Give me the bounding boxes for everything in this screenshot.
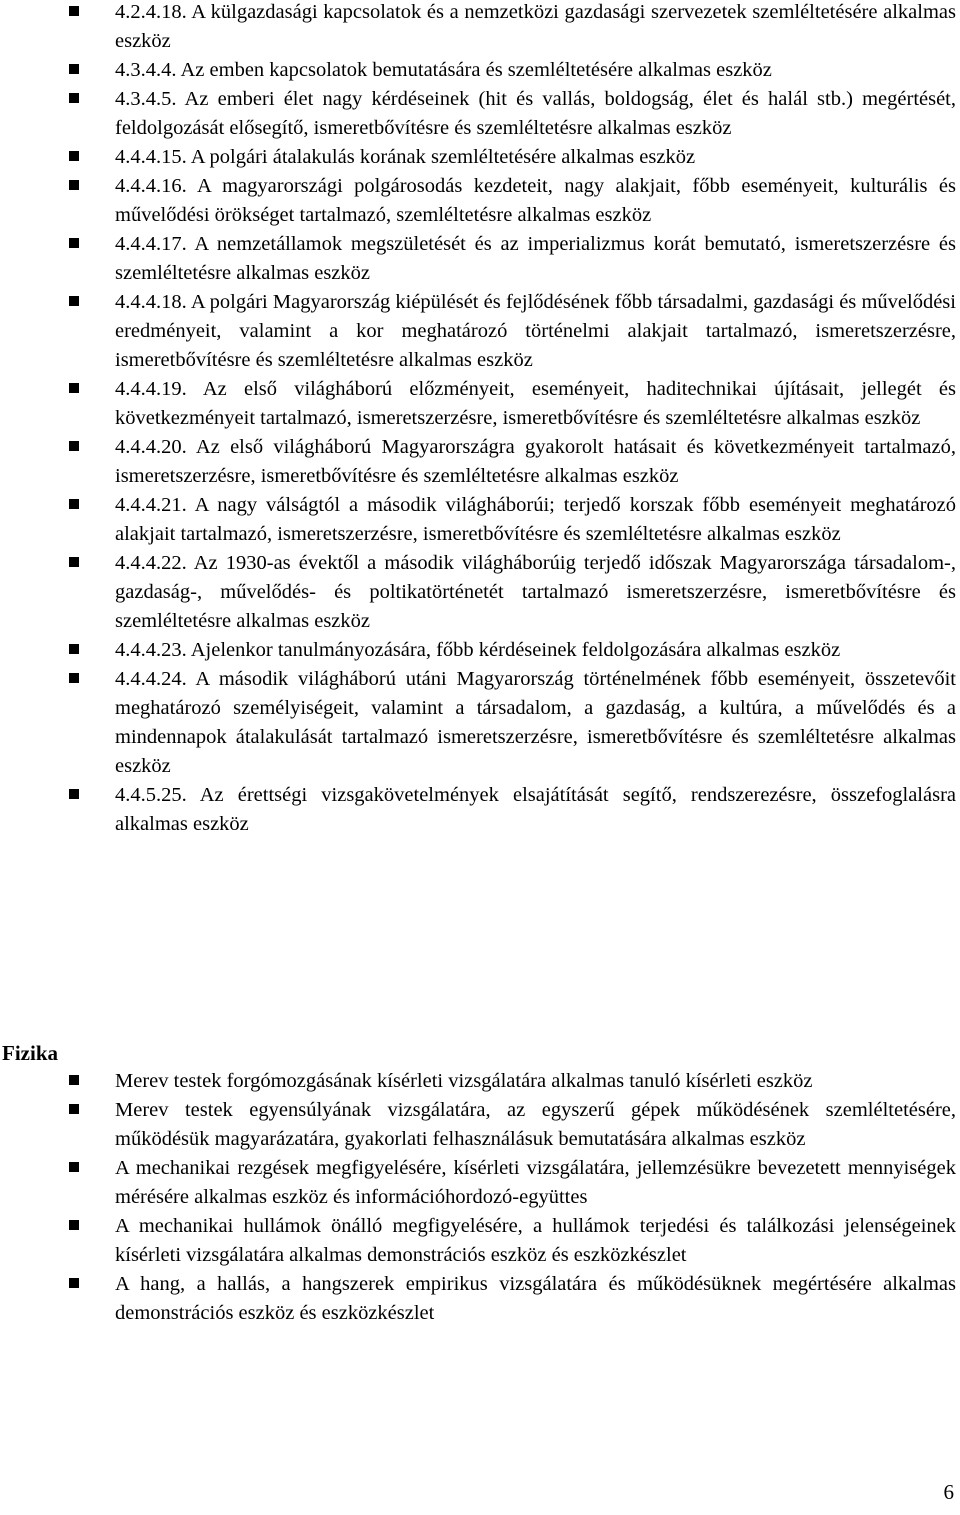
- list-item: [0, 549, 960, 636]
- square-bullet-icon: [69, 1162, 79, 1172]
- page-number: 6: [943, 1480, 954, 1504]
- item-number: 4.2.4.18.: [115, 1, 187, 23]
- square-bullet-icon: [69, 64, 79, 74]
- list-item: [0, 288, 960, 375]
- square-bullet-icon: [69, 1104, 79, 1114]
- item-number: 4.4.4.17.: [115, 233, 187, 255]
- item-text: A mechanikai rezgések megfigyelésére, kísérleti vizsgálatára, jellemzésükre bevezetett mennyiségek mérésére alkalmas eszköz és információhordozó-együttes: [115, 1157, 956, 1208]
- item-number: 4.4.4.24.: [115, 668, 187, 690]
- list-item: [0, 433, 960, 491]
- list-item: [0, 491, 960, 549]
- item-text: Az emben kapcsolatok bemutatására és szemléltetésére alkalmas eszköz: [180, 59, 772, 81]
- square-bullet-icon: [69, 1075, 79, 1085]
- item-number: 4.4.4.19.: [115, 378, 187, 400]
- section-label-fizika: Fizika: [2, 1041, 58, 1065]
- square-bullet-icon: [69, 441, 79, 451]
- square-bullet-icon: [69, 644, 79, 654]
- item-text: A polgári Magyarország kiépülését és fejlődésének főbb társadalmi, gazdasági és művelődési eredményeit, valamint a kor meghatározó történelmi alakjait tartalmazó, ismeretszerzésre, ismeretbővítésre és szemléltetésre alkalmas eszköz: [115, 291, 956, 371]
- square-bullet-icon: [69, 6, 79, 16]
- item-text: A külgazdasági kapcsolatok és a nemzetközi gazdasági szervezetek szemléltetésére alkalmas eszköz: [115, 1, 956, 52]
- list-item: [0, 172, 960, 230]
- square-bullet-icon: [69, 296, 79, 306]
- square-bullet-icon: [69, 673, 79, 683]
- item-text: A nagy válságtól a második világháborúi; terjedő korszak főbb eseményeit meghatározó alakjait tartalmazó, ismeretszerzésre, ismeretbővítésre és szemléltetésre alkalmas eszköz: [115, 494, 956, 545]
- square-bullet-icon: [69, 499, 79, 509]
- physics-equipment-list: [0, 1067, 960, 1328]
- list-item: [0, 375, 960, 433]
- item-text: A magyarországi polgárosodás kezdeteit, nagy alakjait, főbb eseményeit, kulturális és művelődési örökséget tartalmazó, szemléltetésre alkalmas eszköz: [115, 175, 956, 226]
- item-text: Az első világháború Magyarországra gyakorolt hatásait és következményeit tartalmazó, ismeretszerzésre, ismeretbővítésre és szemléltetésre alkalmas eszköz: [115, 436, 956, 487]
- list-item: [0, 0, 960, 56]
- list-item: [0, 1096, 960, 1154]
- square-bullet-icon: [69, 1278, 79, 1288]
- list-item: [0, 85, 960, 143]
- square-bullet-icon: [69, 180, 79, 190]
- square-bullet-icon: [69, 93, 79, 103]
- item-number: 4.4.4.18.: [115, 291, 187, 313]
- item-text: Merev testek forgómozgásának kísérleti vizsgálatára alkalmas tanuló kísérleti eszköz: [115, 1070, 813, 1092]
- list-item: [0, 56, 960, 85]
- list-item: [0, 1154, 960, 1212]
- item-number: 4.3.4.5.: [115, 88, 177, 110]
- list-item: [0, 781, 960, 839]
- list-item: [0, 1270, 960, 1328]
- square-bullet-icon: [69, 557, 79, 567]
- item-text: Az első világháború előzményeit, eseményeit, haditechnikai újításait, jellegét és következményeit tartalmazó, ismeretszerzésre, ismeretbővítésre és szemléltetésre alkalmas eszköz: [115, 378, 957, 429]
- item-text: Az érettségi vizsgakövetelmények elsajátítását segítő, rendszerezésre, összefoglalásra alkalmas eszköz: [115, 784, 956, 835]
- item-number: 4.4.4.21.: [115, 494, 187, 516]
- item-number: 4.4.4.16.: [115, 175, 187, 197]
- list-item: [0, 143, 960, 172]
- square-bullet-icon: [69, 383, 79, 393]
- item-text: A nemzetállamok megszületését és az imperializmus korát bemutató, ismeretszerzésre és szemléltetésre alkalmas eszköz: [115, 233, 956, 284]
- item-number: 4.4.4.15.: [115, 146, 187, 168]
- item-number: 4.4.5.25.: [115, 784, 187, 806]
- list-item: [0, 1067, 960, 1096]
- item-text: A hang, a hallás, a hangszerek empirikus vizsgálatára és működésüknek megértésére alkalmas demonstrációs eszköz és eszközkészlet: [115, 1273, 956, 1324]
- item-text: Merev testek egyensúlyának vizsgálatára, az egyszerű gépek működésének szemléltetésére, működésük magyarázatára, gyakorlati felhasználásuk bemutatására alkalmas eszköz: [115, 1099, 956, 1150]
- item-number: 4.4.4.20.: [115, 436, 187, 458]
- item-number: 4.4.4.22.: [115, 552, 187, 574]
- list-item: [0, 665, 960, 781]
- square-bullet-icon: [69, 238, 79, 248]
- list-item: [0, 636, 960, 665]
- item-text: A polgári átalakulás korának szemléltetésére alkalmas eszköz: [190, 146, 696, 168]
- list-item: [0, 1212, 960, 1270]
- item-text: A második világháború utáni Magyarország történelmének főbb eseményeit, összetevőit meghatározó személyiségeit, valamint a társadalom, a gazdaság, a kultúra, a művelődés és a mindennapok átalakulását tartalmazó ismeretszerzésre, ismeretbővítésre és szemléltetésre alkalmas eszköz: [115, 668, 957, 777]
- item-number: 4.3.4.4.: [115, 59, 177, 81]
- list-item: [0, 230, 960, 288]
- square-bullet-icon: [69, 151, 79, 161]
- square-bullet-icon: [69, 1220, 79, 1230]
- item-text: Az emberi élet nagy kérdéseinek (hit és vallás, boldogság, élet és halál stb.) megértését, feldolgozását elősegítő, ismeretbővítésre és szemléltetésre alkalmas eszköz: [115, 88, 957, 139]
- item-text: A mechanikai hullámok önálló megfigyelésére, a hullámok terjedési és találkozási jelenségeinek kísérleti vizsgálatára alkalmas demonstrációs eszköz és eszközkészlet: [115, 1215, 956, 1266]
- item-text: Az 1930-as évektől a második világháborúig terjedő időszak Magyarországa társadalom-, gazdaság-, művelődés- és poltikatörténetét tartalmazó ismeretszerzésre, ismeretbővítésre és szemléltetésre alkalmas eszköz: [115, 552, 957, 632]
- square-bullet-icon: [69, 789, 79, 799]
- item-text: Ajelenkor tanulmányozására, főbb kérdéseinek feldolgozására alkalmas eszköz: [190, 639, 841, 661]
- item-number: 4.4.4.23.: [115, 639, 187, 661]
